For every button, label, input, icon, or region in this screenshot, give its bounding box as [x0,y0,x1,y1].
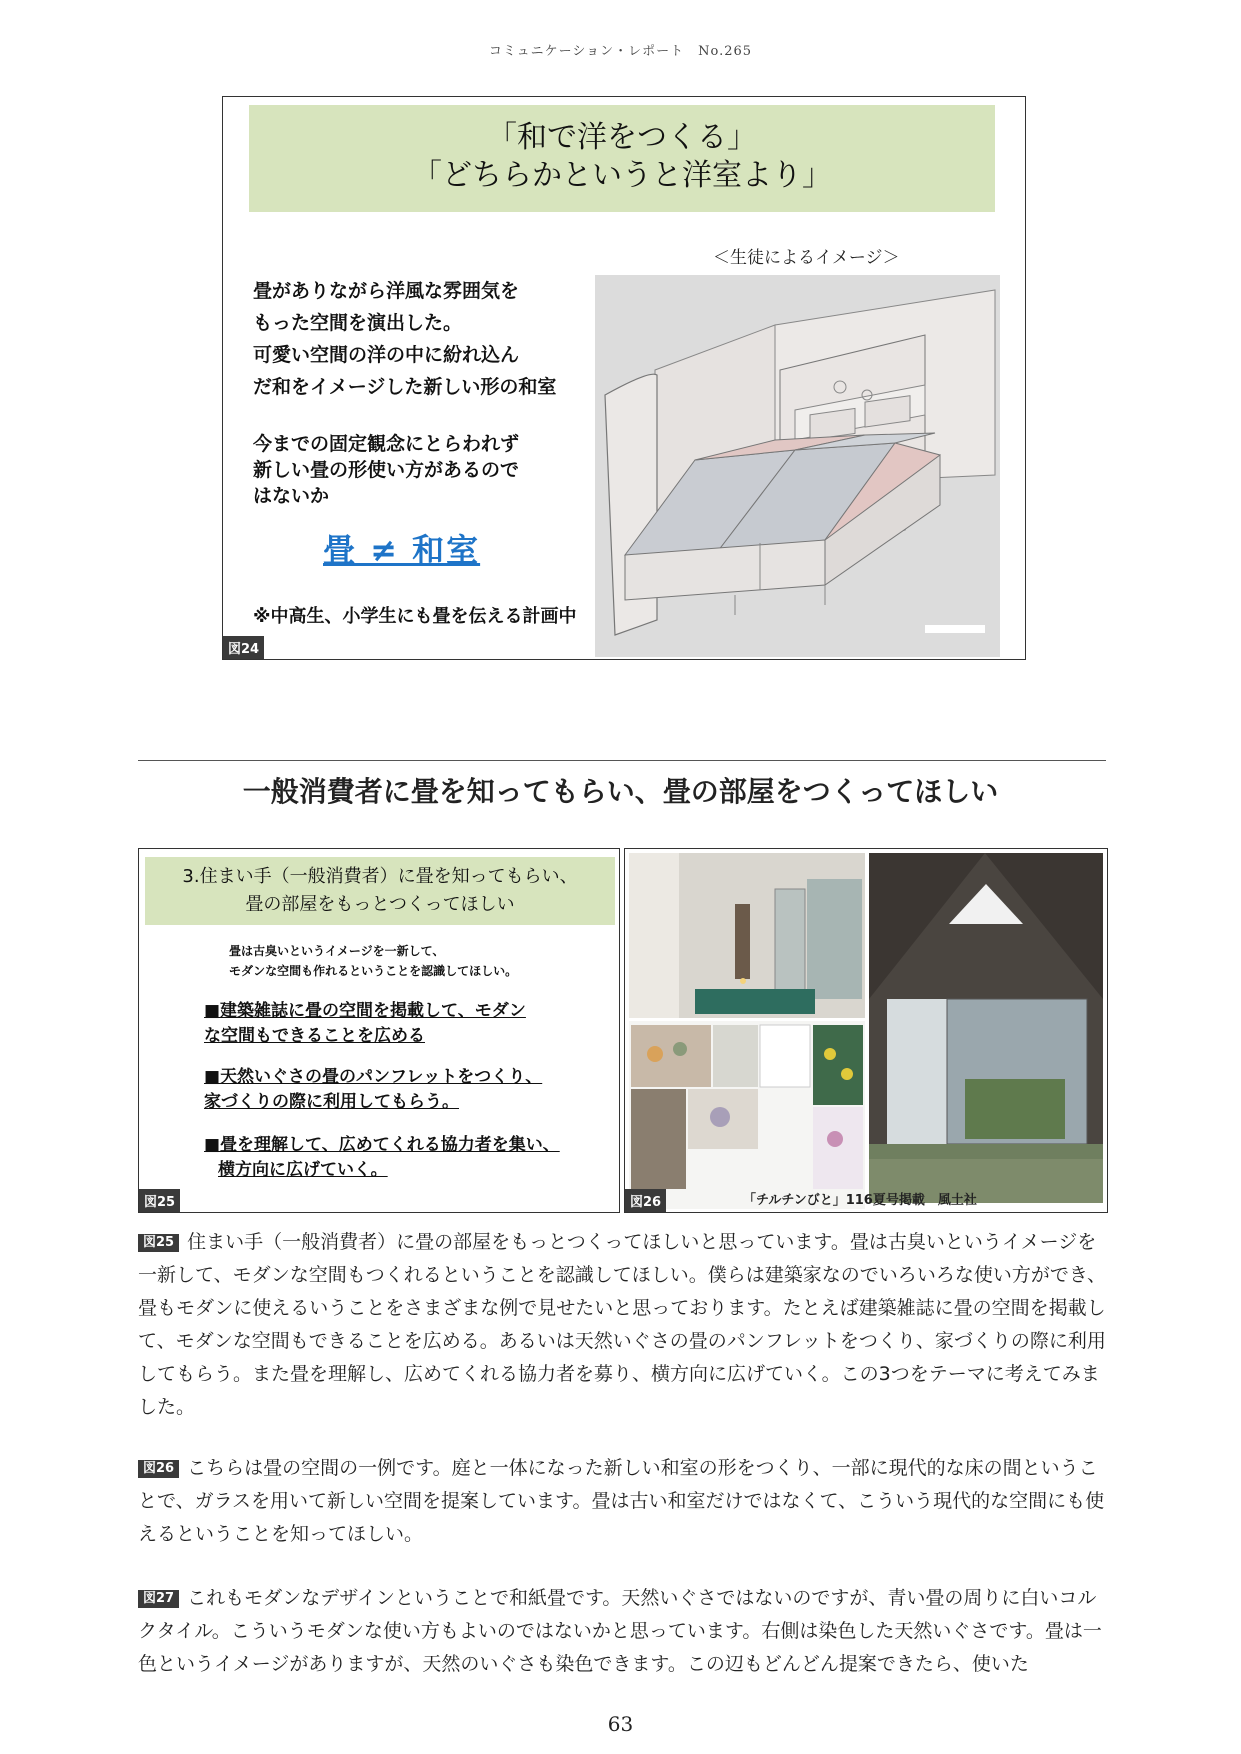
paragraph-text: これもモダンなデザインということで和紙畳です。天然いぐさではないのですが、青い畳の周りに白いコルクタイル。こういうモダンな使い方もよいのではないかと思っています。右側は染色した天然いぐさです。畳は一色というイメージがありますが、天然のいぐさも染色できます。この辺もどんどん提案できたら、使いた [138,1587,1102,1675]
bullet-line: 横方向に広げていく。 [218,1160,388,1180]
figure-reference-tag: 図25 [138,1234,179,1252]
slide-title-line-1: 「和で洋をつくる」 [487,120,757,155]
figure-tag: 図26 [625,1189,666,1212]
description-line: だ和をイメージした新しい形の和室 [253,376,557,398]
slide-title-box [249,105,995,212]
slide-footnote: ※中高生、小学生にも畳を伝える計画中 [253,606,577,627]
image-caption: ＜生徒によるイメージ＞ [713,248,900,268]
description-line: もった空間を演出した。 [253,312,463,334]
intro-line: モダンな空間も作れるということを認識してほしい。 [229,964,518,978]
slide-title-box [145,857,615,925]
figure-tag: 図24 [223,636,264,659]
slide-intro [229,941,517,981]
question-line: 新しい畳の形使い方があるので [253,459,520,481]
figure-tag: 図25 [139,1189,180,1212]
slide-description [253,275,583,403]
paragraph-text: こちらは畳の空間の一例です。庭と一体になった新しい和室の形をつくり、一部に現代的な床の間ということで、ガラスを用いて新しい空間を提案しています。畳は古い和室だけではなくて、こういう現代的な空間にも使えるということを知ってほしい。 [138,1457,1105,1545]
photo-credit: 「チルチンびと」116夏号掲載 風土社 [743,1193,977,1208]
description-line: 可愛い空間の洋の中に紛れ込ん [253,344,520,366]
tatami-room-photos [625,849,1107,1212]
description-line: 畳がありながら洋風な雰囲気を [253,280,520,302]
figure-26 [624,848,1108,1213]
tatami-not-washitsu-formula: 畳 ≠ 和室 [323,531,481,569]
slide-title-line-2: 「どちらかというと洋室より」 [412,158,832,193]
question-line: 今までの固定観念にとらわれず [253,433,520,455]
bullet-line: ■畳を理解して、広めてくれる協力者を集い、 [204,1135,560,1155]
intro-line: 畳は古臭いというイメージを一新して、 [229,944,445,958]
page-number: 63 [607,1712,634,1736]
bullet-item [204,999,604,1049]
bullet-line: ■建築雑誌に畳の空間を掲載して、モダン [204,1001,526,1021]
slide-question [253,431,583,509]
paragraph-text: 住まい手（一般消費者）に畳の部屋をもっとつくってほしいと思っています。畳は古臭いというイメージを一新して、モダンな空間もつくれるということを認識してほしい。僕らは建築家なのでいろいろな使い方ができ、畳もモダンに使えるいうことをさまざまな例で見せたいと思っております。たとえば建築雑誌に畳の空間を掲載して、モダンな空間もできることを広める。あるいは天然いぐさの畳のパンフレットをつくり、家づくりの際に利用してもらう。また畳を理解し、広めてくれる協力者を募り、横方向に広げていく。この3つをテーマに考えてみました。 [138,1231,1107,1418]
question-line: はないか [253,485,330,507]
slide-title-line-2: 畳の部屋をもっとつくってほしい [245,894,515,915]
paragraph [138,1452,1108,1551]
bullet-line: な空間もできることを広める [204,1026,425,1046]
figure-reference-tag: 図26 [138,1460,179,1478]
section-heading: 一般消費者に畳を知ってもらい、畳の部屋をつくってほしい [242,775,999,808]
bullet-line: 家づくりの際に利用してもらう。 [204,1092,459,1112]
figure-25 [138,848,620,1213]
paragraph [138,1582,1108,1681]
figure-24 [222,96,1026,660]
running-header: コミュニケーション・レポート No.265 [488,44,753,59]
bullet-item [204,1065,604,1115]
paragraph [138,1226,1108,1424]
figure-reference-tag: 図27 [138,1590,179,1608]
bullet-line: ■天然いぐさの畳のパンフレットをつくり、 [204,1067,543,1087]
student-bedroom-sketch [595,275,1000,657]
slide-title-line-1: 3.住まい手（一般消費者）に畳を知ってもらい、 [182,866,578,887]
section-divider [138,760,1106,761]
bullet-item [204,1133,604,1183]
